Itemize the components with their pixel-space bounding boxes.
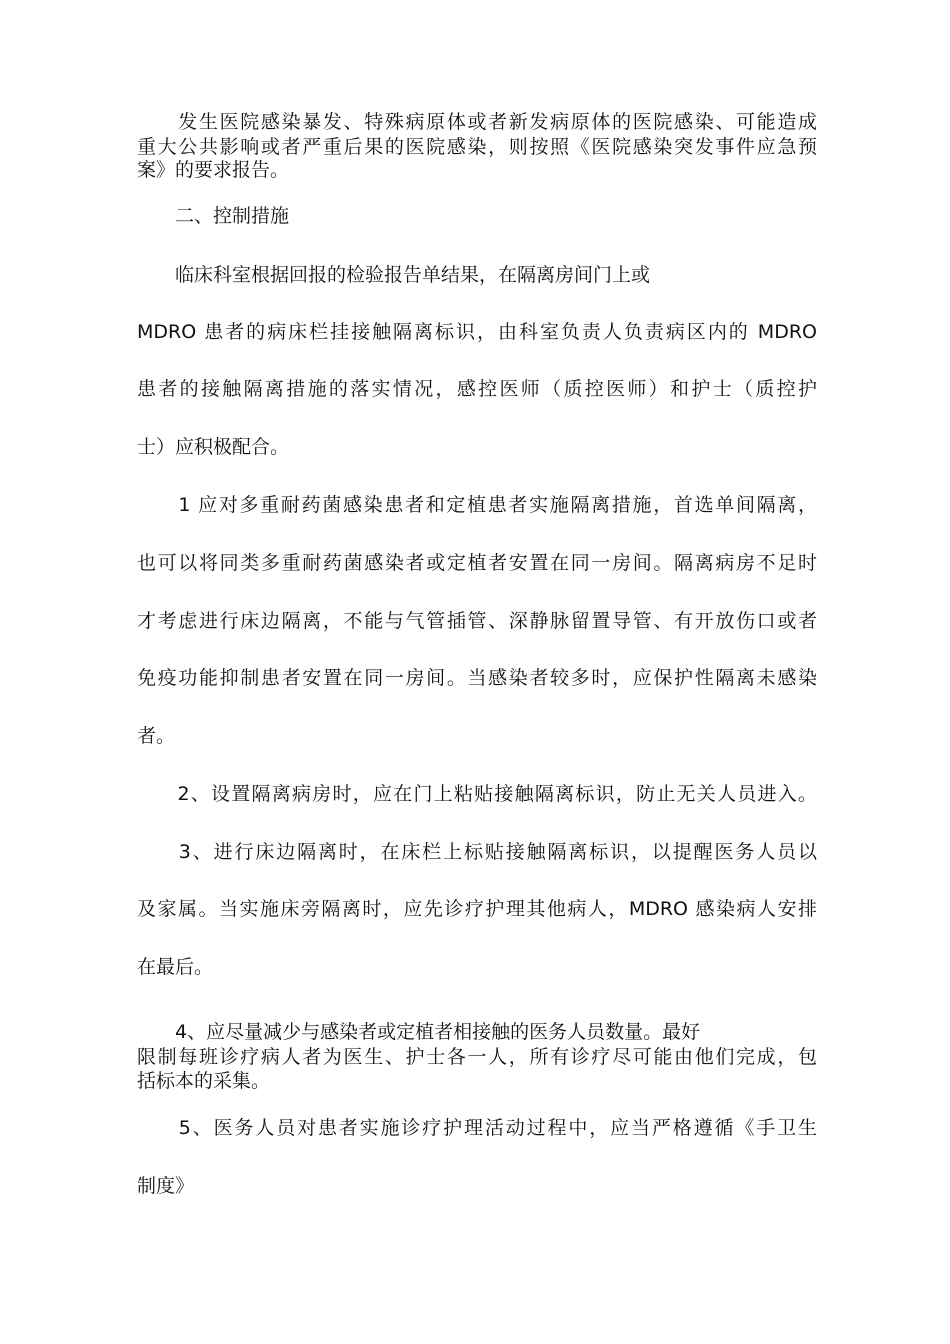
text-line: 临床科室根据回报的检验报告单结果，在隔离房间门上或 (137, 264, 651, 286)
section-heading: 二、控制措施 (137, 205, 290, 227)
text-line: 在最后。 (137, 956, 214, 978)
text-line: 1 应对多重耐药菌感染患者和定植患者实施隔离措施，首选单间隔离， (137, 494, 817, 516)
text-line: 案》的要求报告。 (137, 159, 290, 181)
text-line: 3、进行床边隔离时，在床栏上标贴接触隔离标识，以提醒医务人员以 (137, 841, 817, 863)
text-line: 4、应尽量减少与感染者或定植者相接触的医务人员数量。最好 (137, 1021, 701, 1043)
text-line: 括标本的采集。 (137, 1070, 271, 1092)
text-line: 也可以将同类多重耐药菌感染者或定植者安置在同一房间。隔离病房不足时 (137, 552, 817, 574)
text-line: MDRO 患者的病床栏挂接触隔离标识，由科室负责人负责病区内的 MDRO (137, 321, 817, 343)
text-line: 发生医院感染暴发、特殊病原体或者新发病原体的医院感染、可能造成 (137, 111, 817, 133)
text-line: 才考虑进行床边隔离，不能与气管插管、深静脉留置导管、有开放伤口或者 (137, 610, 817, 632)
text-line: 限制每班诊疗病人者为医生、护士各一人，所有诊疗尽可能由他们完成，包 (137, 1046, 817, 1068)
text-line: 重大公共影响或者严重后果的医院感染，则按照《医院感染突发事件应急预 (137, 136, 817, 158)
text-line: 5、医务人员对患者实施诊疗护理活动过程中，应当严格遵循《手卫生 (137, 1117, 817, 1139)
text-line: 免疫功能抑制患者安置在同一房间。当感染者较多时，应保护性隔离未感染 (137, 667, 817, 689)
text-line: 制度》 (137, 1175, 195, 1197)
text-line: 士）应积极配合。 (137, 436, 290, 458)
text-line: 及家属。当实施床旁隔离时，应先诊疗护理其他病人，MDRO 感染病人安排 (137, 898, 817, 920)
text-line: 患者的接触隔离措施的落实情况，感控医师（质控医师）和护士（质控护 (137, 378, 817, 400)
text-line: 者。 (137, 725, 176, 747)
text-line: 2、设置隔离病房时，应在门上粘贴接触隔离标识，防止无关人员进入。 (137, 783, 817, 805)
